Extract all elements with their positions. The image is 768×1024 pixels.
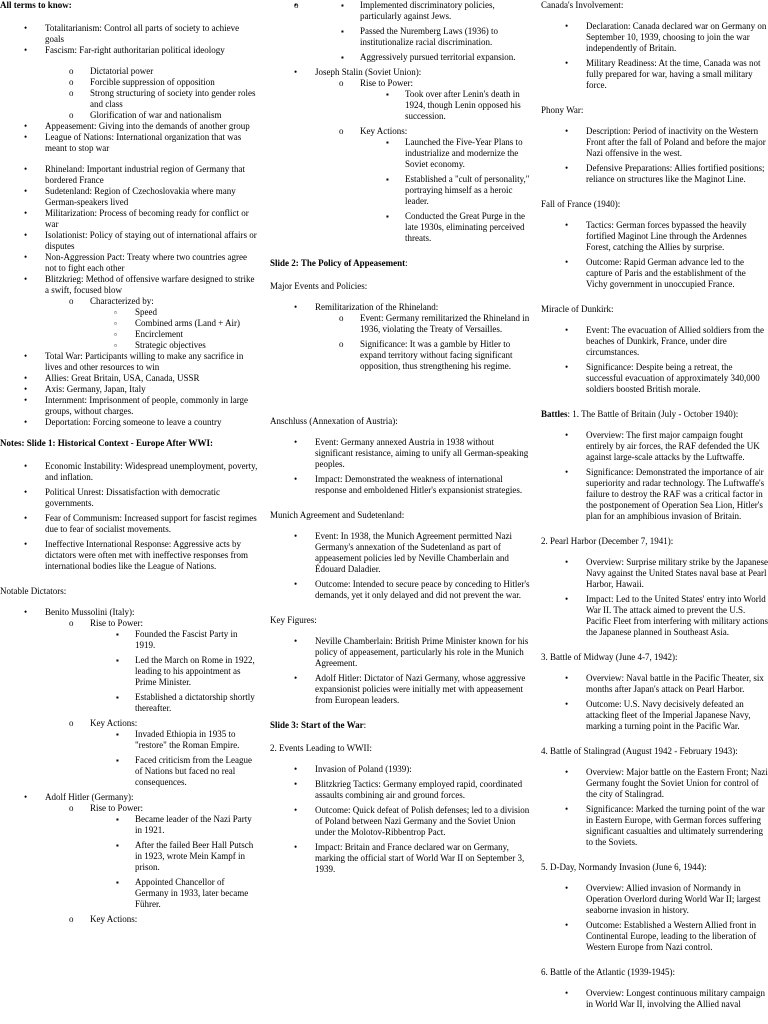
list-item-text: Adolf Hitler (Germany):	[45, 792, 134, 802]
list-item: • Political Unrest: Dissatisfaction with democratic governments.	[0, 487, 258, 509]
list-item-text: Benito Mussolini (Italy):	[45, 607, 135, 617]
list-item: • Rhineland: Important industrial region of Germany that bordered France	[0, 164, 258, 186]
battles-label: Battles	[541, 409, 568, 419]
slide3-heading	[270, 720, 532, 731]
list-item	[0, 45, 258, 121]
list-item: • Overview: Surprise military strike by the Japanese Navy against the United States naval base at Pearl Harbor, Hawaii.	[541, 557, 768, 590]
list-item: • Impact: Demonstrated the weakness of international response and emboldened Hitler's expansionist strategies.	[270, 474, 532, 496]
stalin-actions-list	[360, 137, 532, 244]
hitler-actions-list	[270, 0, 532, 63]
fall-of-france-heading: Fall of France (1940):	[541, 199, 621, 209]
list-item-continued	[270, 0, 532, 63]
list-item: • Significance: Marked the turning point of the war in Eastern Europe, with German forces suffering significant casualties and ultimately surrendering to the Soviets.	[541, 804, 768, 848]
list-item: ▪ Launched the Five-Year Plans to industrialize and modernize the Soviet economy.	[360, 137, 532, 170]
list-item: ▪ Took over after Lenin's death in 1924, though Lenin opposed his succession.	[360, 89, 532, 122]
list-item: • Tactics: German forces bypassed the heavily fortified Maginot Line through the Ardennes Forest, catching the Allies by surprise.	[541, 220, 768, 253]
key-figures-heading: Key Figures:	[270, 615, 317, 625]
list-item: • Description: Period of inactivity on the Western Front after the fall of Poland and before the major Nazi offensive in the west.	[541, 126, 768, 159]
list-item: • Event: The evacuation of Allied soldiers from the beaches of Dunkirk, France, under dire circumstances.	[541, 325, 768, 358]
list-item: ▪ Appointed Chancellor of Germany in 1933, later became Führer.	[90, 877, 258, 910]
slide2-heading-text: Slide 2: The Policy of Appeasement	[270, 258, 406, 268]
list-item: ▫ Encirclement	[90, 329, 258, 340]
pearl-harbor-list	[541, 557, 768, 638]
list-item: • Outcome: U.S. Navy decisively defeated an attacking fleet of the Imperial Japanese Navy, marking a turning point in the Pacific War.	[541, 699, 768, 732]
list-item-text: Blitzkrieg: Method of offensive warfare designed to strike a swift, focused blow	[45, 274, 255, 295]
rhineland-list	[270, 302, 532, 372]
list-item: • Overview: Allied invasion of Normandy in Operation Overlord during World War II; largest seaborne invasion in history.	[541, 883, 768, 916]
mussolini-rise-list	[90, 629, 258, 714]
list-item: • Impact: Led to the United States' entry into World War II. The attack aimed to prevent the U.S. Pacific Fleet from interfering with military actions the Japanese planned in Southeast Asia.	[541, 594, 768, 638]
canada-heading: Canada's Involvement:	[541, 0, 624, 10]
pearl-harbor-heading: 2. Pearl Harbor (December 7, 1941):	[541, 536, 674, 546]
dunkirk-heading: Miracle of Dunkirk:	[541, 304, 614, 314]
column-3	[541, 0, 768, 1014]
list-item: o Dictatorial power	[45, 66, 258, 77]
phony-war-heading: Phony War:	[541, 105, 584, 115]
battle-of-britain-title: : 1. The Battle of Britain (July - October 1940):	[567, 409, 739, 419]
list-item: • Defensive Preparations: Allies fortified positions; reliance on structures like the Maginot Line.	[541, 163, 768, 185]
list-item-text: Joseph Stalin (Soviet Union):	[315, 67, 422, 77]
dictators-list	[0, 607, 258, 925]
hitler-sublist	[45, 803, 258, 925]
blitz-sublist	[45, 296, 258, 351]
list-item: • Totalitarianism: Control all parts of society to achieve goals	[0, 23, 258, 45]
list-item: • Outcome: Intended to secure peace by conceding to Hitler's demands, yet it only delayed and did not prevent the war.	[270, 579, 532, 601]
list-item: • Significance: Despite being a retreat, the successful evacuation of approximately 340,000 soldiers boosted British morale.	[541, 362, 768, 395]
list-item-continued	[270, 0, 532, 63]
list-item: o Forcible suppression of opposition	[45, 77, 258, 88]
list-item: ▪ Conducted the Great Purge in the late 1930s, eliminating perceived threats.	[360, 211, 532, 244]
list-item: ▪ Invaded Ethiopia in 1935 to "restore" the Roman Empire.	[90, 729, 258, 751]
list-item-text: Rise to Power:	[90, 803, 143, 813]
hitler-actions-continued	[270, 0, 532, 244]
list-item-text: Key Actions:	[360, 126, 408, 136]
list-item	[0, 274, 258, 351]
battle-of-britain-list	[541, 430, 768, 522]
list-item: • Economic Instability: Widespread unemployment, poverty, and inflation.	[0, 461, 258, 483]
list-item: ▪ Faced criticism from the League of Nations but faced no real consequences.	[90, 755, 258, 788]
list-item: • Neville Chamberlain: British Prime Minister known for his policy of appeasement, particularly his role in the Munich Agreement.	[270, 636, 532, 669]
list-item	[315, 78, 532, 122]
list-item: • Adolf Hitler: Dictator of Nazi Germany, whose aggressive expansionist policies were initially met with appeasement from European leaders.	[270, 673, 532, 706]
list-item: o Event: Germany remilitarized the Rhineland in 1936, violating the Treaty of Versailles.	[315, 313, 532, 335]
slide1-list	[0, 461, 258, 572]
d-day-list	[541, 883, 768, 953]
column-1	[0, 0, 258, 925]
list-item: • Militarization: Process of becoming ready for conflict or war	[0, 208, 258, 230]
list-item: • Overview: Naval battle in the Pacific Theater, six months after Japan's attack on Pearl Harbor.	[541, 673, 768, 695]
list-item-text: Characterized by:	[90, 296, 154, 306]
list-item: • Axis: Germany, Japan, Italy	[0, 384, 258, 395]
major-events-heading: Major Events and Policies:	[270, 281, 368, 291]
anschluss-heading: Anschluss (Annexation of Austria):	[270, 416, 398, 426]
slide1-heading: Notes: Slide 1: Historical Context - Europe After WWI:	[0, 438, 213, 448]
mussolini-sublist	[45, 618, 258, 788]
list-item: • Overview: The first major campaign fought entirely by air forces, the RAF defended the UK against large-scale attacks by the Luftwaffe.	[541, 430, 768, 463]
fascism-sublist	[45, 66, 258, 121]
list-item: • Allies: Great Britain, USA, Canada, USSR	[0, 373, 258, 384]
list-item	[45, 618, 258, 714]
hitler-actions-wrap	[270, 0, 532, 63]
list-item: ▪ o • Implemented discriminatory policies, particularly against Jews.	[315, 0, 532, 22]
list-item: o Strong structuring of society into gender roles and class	[45, 88, 258, 110]
slide2-heading	[270, 258, 532, 269]
list-item: • Event: In 1938, the Munich Agreement permitted Nazi Germany's annexation of the Sudetenland as part of appeasement policies led by Neville Chamberlain and Édouard Daladier.	[270, 531, 532, 575]
list-item: • Overview: Major battle on the Eastern Front; Nazi Germany fought the Soviet Union for control of the city of Stalingrad.	[541, 767, 768, 800]
list-item: • Outcome: Established a Western Allied front in Continental Europe, leading to the liberation of Western Europe from Nazi control.	[541, 920, 768, 953]
stalin-sublist	[315, 78, 532, 244]
dunkirk-list	[541, 325, 768, 395]
blitz-characteristics	[90, 307, 258, 351]
munich-list	[270, 531, 532, 601]
midway-heading: 3. Battle of Midway (June 4-7, 1942):	[541, 652, 678, 662]
terms-list-2	[0, 164, 258, 428]
list-item: • Ineffective International Response: Aggressive acts by dictators were often met with ineffective responses from international bodies like the League of Nations.	[0, 539, 258, 572]
list-item: o Significance: It was a gamble by Hitler to expand territory without facing significant opposition, thus strengthening his regime.	[315, 339, 532, 372]
list-item: • Outcome: Quick defeat of Polish defenses; led to a division of Poland between Nazi Germany and the Soviet Union under the Molotov-Ribbentrop Pact.	[270, 805, 532, 838]
slide3-heading-colon: :	[363, 720, 367, 730]
list-item: ▪ Aggressively pursued territorial expansion.	[315, 52, 532, 63]
list-item: • Non-Aggression Pact: Treaty where two countries agree not to fight each other	[0, 252, 258, 274]
list-item: • Isolationist: Policy of staying out of international affairs or disputes	[0, 230, 258, 252]
list-item-text: Key Actions:	[90, 718, 138, 728]
stalingrad-heading: 4. Battle of Stalingrad (August 1942 - February 1943):	[541, 746, 738, 756]
list-item: • Impact: Britain and France declared war on Germany, marking the official start of World War II on September 3, 1939.	[270, 842, 532, 875]
list-item: • Overview: Longest continuous military campaign in World War II, involving the Allied naval	[541, 988, 768, 1010]
list-item: • Invasion of Poland (1939):	[270, 764, 532, 775]
atlantic-list	[541, 988, 768, 1010]
list-item: • League of Nations: International organization that was meant to stop war	[0, 132, 258, 154]
battles-heading	[541, 409, 768, 420]
list-item: o Glorification of war and nationalism	[45, 110, 258, 121]
list-item: • Deportation: Forcing someone to leave a country	[0, 417, 258, 428]
list-item: • Declaration: Canada declared war on Germany on September 10, 1939, choosing to join the war independently of Britain.	[541, 21, 768, 54]
list-item-text: Rise to Power:	[360, 78, 413, 88]
terms-heading: All terms to know:	[0, 0, 72, 10]
list-item: ▪ Became leader of the Nazi Party in 1921.	[90, 814, 258, 836]
list-item: • Blitzkrieg Tactics: Germany employed rapid, coordinated assaults combining air and ground forces.	[270, 779, 532, 801]
list-item	[45, 803, 258, 910]
munich-heading: Munich Agreement and Sudetenland:	[270, 510, 405, 520]
list-item	[315, 126, 532, 244]
list-item: • Event: Germany annexed Austria in 1938 without significant resistance, aiming to unify all German-speaking peoples.	[270, 437, 532, 470]
list-item	[45, 296, 258, 351]
list-item: • Total War: Participants willing to make any sacrifice in lives and other resources to win	[0, 351, 258, 373]
canada-list	[541, 21, 768, 91]
list-item: • Sudetenland: Region of Czechoslovakia where many German-speakers lived	[0, 186, 258, 208]
list-item: ▫ Speed	[90, 307, 258, 318]
slide2-heading-colon: :	[405, 258, 408, 268]
hitler-rise-list	[90, 814, 258, 910]
list-item: ▫ Combined arms (Land + Air)	[90, 318, 258, 329]
list-item	[270, 302, 532, 372]
list-item: • Fear of Communism: Increased support for fascist regimes due to fear of socialist movements.	[0, 513, 258, 535]
atlantic-heading: 6. Battle of the Atlantic (1939-1945):	[541, 967, 675, 977]
list-item: o Key Actions:	[45, 914, 258, 925]
list-item: ▪ Led the March on Rome in 1922, leading to his appointment as Prime Minister.	[90, 655, 258, 688]
list-item: • Significance: Demonstrated the importance of air superiority and radar technology. The Luftwaffe's failure to destroy the RAF was a critical factor in the postponement of Operation Sea Lion, Hitler's plan for an amphibious invasion of Britain.	[541, 467, 768, 522]
midway-list	[541, 673, 768, 732]
d-day-heading: 5. D-Day, Normandy Invasion (June 6, 1944):	[541, 862, 707, 872]
column-2	[270, 0, 532, 879]
list-item-text: Rise to Power:	[90, 618, 143, 628]
fall-of-france-list	[541, 220, 768, 290]
events-leading-heading: 2. Events Leading to WWII:	[270, 743, 373, 753]
list-item	[45, 718, 258, 788]
stalin-rise-list	[360, 89, 532, 122]
mussolini-actions-list	[90, 729, 258, 788]
stalingrad-list	[541, 767, 768, 848]
anschluss-list	[270, 437, 532, 496]
list-item: ▪ After the failed Beer Hall Putsch in 1923, wrote Mein Kampf in prison.	[90, 840, 258, 873]
list-item: ▫ Strategic objectives	[90, 340, 258, 351]
key-figures-list	[270, 636, 532, 706]
list-item	[0, 607, 258, 788]
list-item: • Military Readiness: At the time, Canada was not fully prepared for war, having a small military force.	[541, 58, 768, 91]
list-item-text: Remilitarization of the Rhineland:	[315, 302, 439, 312]
list-item: ▪ Passed the Nuremberg Laws (1936) to institutionalize racial discrimination.	[315, 26, 532, 48]
list-item: ▪ Established a "cult of personality," portraying himself as a heroic leader.	[360, 174, 532, 207]
list-item: ▪ Established a dictatorship shortly thereafter.	[90, 692, 258, 714]
list-item-text: Fascism: Far-right authoritarian political ideology	[45, 45, 225, 55]
slide3-heading-text: Slide 3: Start of the War	[270, 720, 364, 730]
list-item: • Appeasement: Giving into the demands of another group	[0, 121, 258, 132]
list-item: ▪ Founded the Fascist Party in 1919.	[90, 629, 258, 651]
list-item	[0, 792, 258, 925]
list-item: • Outcome: Rapid German advance led to the capture of Paris and the establishment of the Vichy government in unoccupied France.	[541, 257, 768, 290]
phony-war-list	[541, 126, 768, 185]
events-leading-list	[270, 764, 532, 875]
dictators-heading: Notable Dictators:	[0, 586, 67, 596]
list-item	[270, 67, 532, 244]
terms-list	[0, 23, 258, 154]
list-item: • Internment: Imprisonment of people, commonly in large groups, without charges.	[0, 395, 258, 417]
rhineland-sublist	[315, 313, 532, 372]
